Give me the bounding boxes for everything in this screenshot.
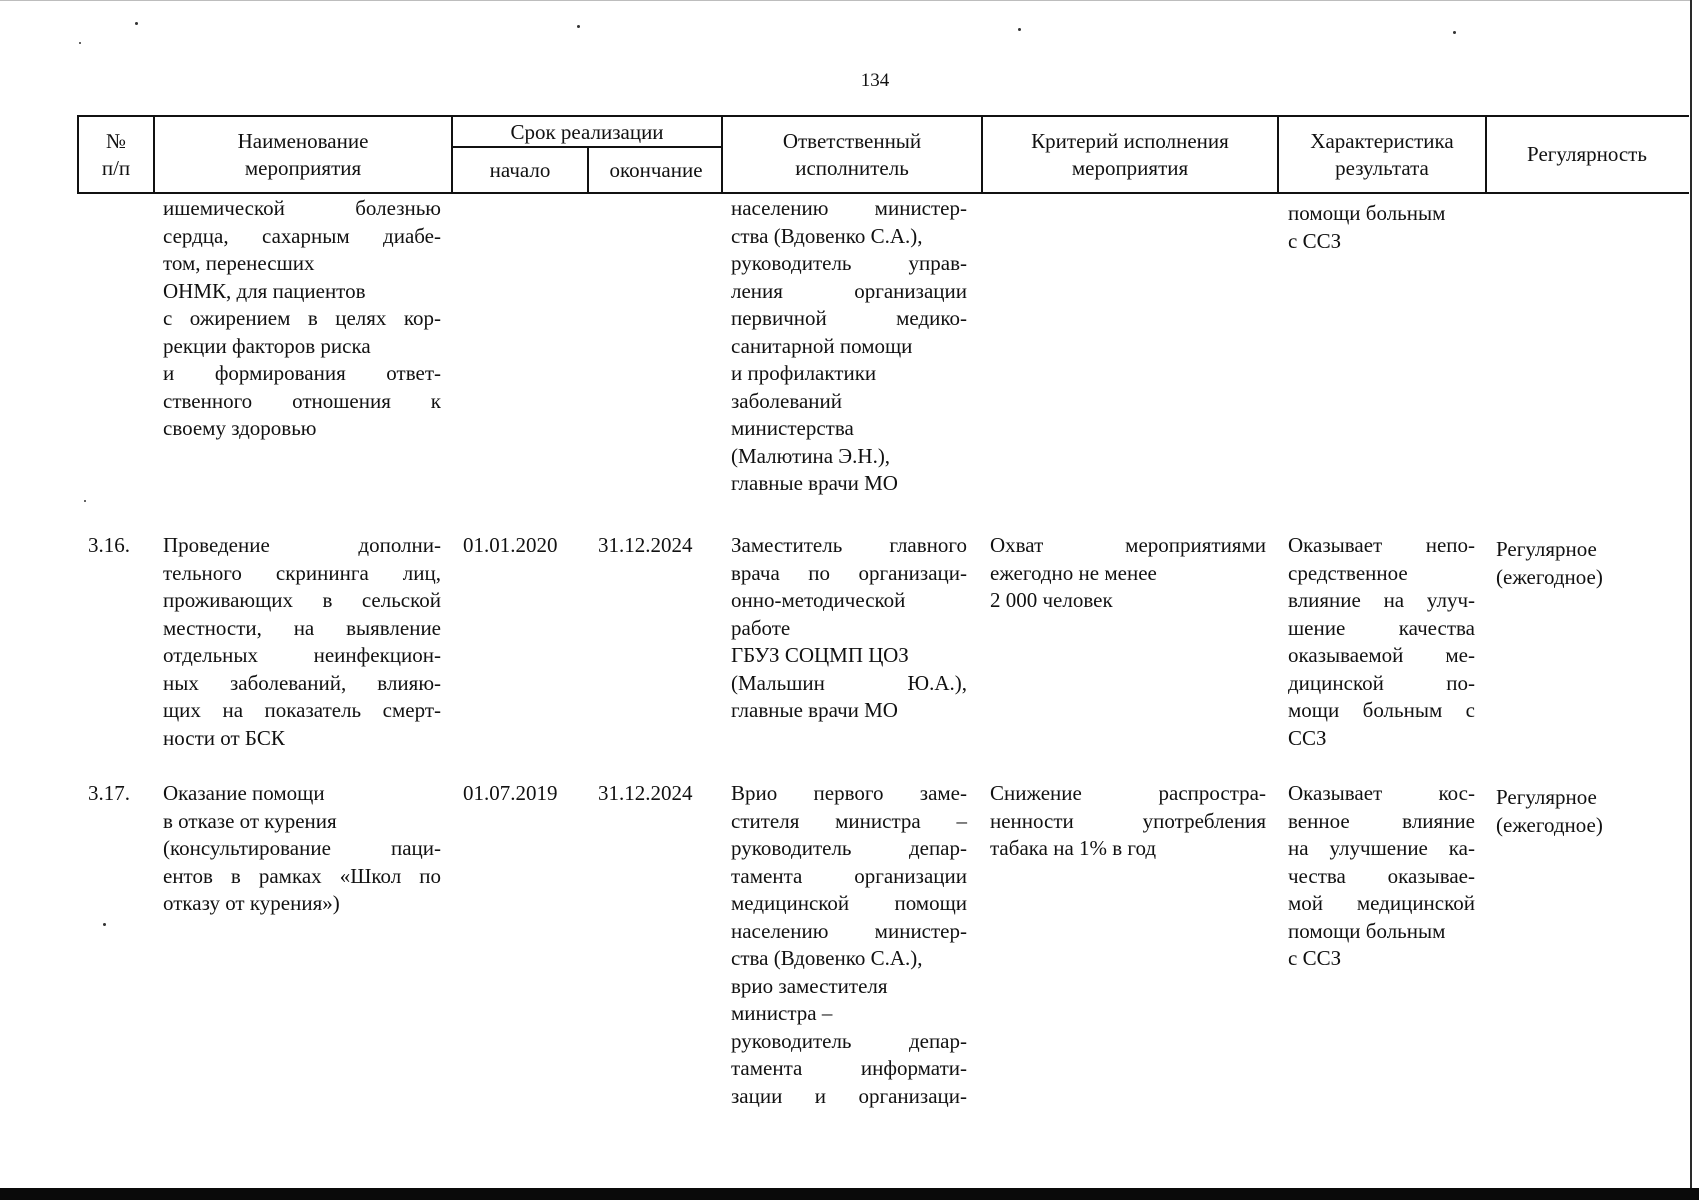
text-line: онно-методической bbox=[731, 588, 906, 612]
text-line: мощи больным с bbox=[1288, 698, 1475, 722]
text-line: том, перенесших bbox=[163, 251, 315, 275]
row-2-end: 31.12.2024 bbox=[598, 781, 693, 805]
row-1-regularity bbox=[1496, 536, 1676, 591]
scan-speck bbox=[103, 923, 106, 926]
text-line: врио заместителя bbox=[731, 973, 888, 998]
text-line: Врио первого заме- bbox=[731, 781, 967, 805]
text-line: ненности употребления bbox=[990, 808, 1266, 833]
text-line: 2 000 человек bbox=[990, 588, 1113, 612]
text-line: Оказание помощи bbox=[163, 781, 325, 805]
text-line: ных заболеваний, влияю- bbox=[163, 670, 441, 695]
text-line: ОНМК, для пациентов bbox=[163, 278, 366, 303]
text-line: отказу от курения») bbox=[163, 891, 340, 915]
page-number: 134 bbox=[860, 70, 890, 91]
header-regularity-label: Регулярность bbox=[1527, 142, 1647, 166]
text-line: населению министер- bbox=[731, 918, 967, 943]
text-line: первичной медико- bbox=[731, 306, 967, 330]
text-line: средственное bbox=[1288, 560, 1408, 585]
header-end: окончание bbox=[609, 157, 703, 182]
header-name-label: Наименование мероприятия bbox=[237, 128, 369, 180]
text-line: работе bbox=[731, 615, 791, 640]
text-line: руководитель депар- bbox=[731, 1028, 967, 1053]
header-number-label: № п/п bbox=[101, 128, 131, 180]
row-2-regularity bbox=[1496, 784, 1676, 839]
text-line: руководитель депар- bbox=[731, 836, 967, 860]
text-line: ности от БСК bbox=[163, 725, 285, 750]
text-line: заболеваний bbox=[731, 388, 842, 413]
text-line: (ежегодное) bbox=[1496, 812, 1603, 837]
text-line: отдельных неинфекцион- bbox=[163, 643, 441, 667]
text-line: своему здоровью bbox=[163, 416, 317, 440]
text-line: (ежегодное) bbox=[1496, 564, 1603, 589]
row-1-responsible bbox=[731, 532, 967, 725]
text-line: щих на показатель смерт- bbox=[163, 698, 441, 722]
text-line: министерства bbox=[731, 416, 854, 440]
header-regularity bbox=[1487, 117, 1687, 192]
text-line: Охват мероприятиями bbox=[990, 533, 1266, 557]
text-line: ления организации bbox=[731, 278, 967, 303]
text-line: ентов в рамках «Школ по bbox=[163, 863, 441, 888]
text-line: с ССЗ bbox=[1288, 946, 1342, 970]
header-name bbox=[155, 117, 453, 192]
text-line: ГБУЗ СОЦМП ЦОЗ bbox=[731, 643, 909, 667]
row-1-criterion bbox=[990, 532, 1266, 615]
text-line: Снижение распростра- bbox=[990, 781, 1266, 805]
header-result bbox=[1279, 117, 1487, 192]
text-line: сердца, сахарным диабе- bbox=[163, 223, 441, 248]
scan-speck bbox=[84, 500, 86, 502]
header-criterion-label: Критерий исполнения мероприятия bbox=[1031, 128, 1229, 180]
scan-speck bbox=[79, 42, 81, 44]
scan-speck bbox=[135, 22, 138, 25]
text-line: ства (Вдовенко С.А.), bbox=[731, 223, 923, 248]
text-line: с ожирением в целях кор- bbox=[163, 306, 441, 330]
text-line: оказываемой ме- bbox=[1288, 643, 1475, 667]
text-line: ишемической болезнью bbox=[163, 196, 441, 220]
text-line: Заместитель главного bbox=[731, 533, 967, 557]
text-line: главные врачи МО bbox=[731, 471, 898, 495]
text-line: тамента информати- bbox=[731, 1056, 967, 1080]
row-2-criterion bbox=[990, 780, 1266, 863]
table-header bbox=[77, 115, 1689, 194]
text-line: помощи больным bbox=[1288, 918, 1446, 943]
text-line: ССЗ bbox=[1288, 725, 1327, 750]
row-2-name bbox=[163, 780, 441, 918]
text-line: дицинской по- bbox=[1288, 670, 1475, 695]
text-line: тельного скрининга лиц, bbox=[163, 560, 441, 585]
text-line: чества оказывае- bbox=[1288, 863, 1475, 888]
scan-speck bbox=[1453, 31, 1456, 34]
row-1-start: 01.01.2020 bbox=[463, 533, 558, 557]
scan-speck bbox=[577, 25, 580, 28]
text-line: Регулярное bbox=[1496, 537, 1597, 561]
text-line: мой медицинской bbox=[1288, 891, 1475, 915]
text-line: Оказывает кос- bbox=[1288, 781, 1475, 805]
text-line: местности, на выявление bbox=[163, 615, 441, 640]
header-period-label: Срок реализации bbox=[510, 120, 664, 144]
text-line: ежегодно не менее bbox=[990, 560, 1157, 585]
row-1-end: 31.12.2024 bbox=[598, 533, 693, 557]
header-criterion bbox=[983, 117, 1279, 192]
text-line: главные врачи МО bbox=[731, 698, 898, 722]
header-start: начало bbox=[489, 157, 551, 182]
text-line: Оказывает непо- bbox=[1288, 533, 1475, 557]
text-line: населению министер- bbox=[731, 196, 967, 220]
text-line: санитарной помощи bbox=[731, 333, 913, 358]
row-1-result bbox=[1288, 532, 1475, 752]
text-line: (Мальшин Ю.А.), bbox=[731, 670, 967, 695]
scan-edge-bottom bbox=[0, 1188, 1699, 1200]
text-line: министра – bbox=[731, 1001, 833, 1025]
text-line: ства (Вдовенко С.А.), bbox=[731, 946, 923, 970]
row-0-name bbox=[163, 195, 441, 443]
text-line: в отказе от курения bbox=[163, 808, 337, 833]
text-line: шение качества bbox=[1288, 615, 1475, 640]
text-line: тамента организации bbox=[731, 863, 967, 888]
text-line: врача по организаци- bbox=[731, 560, 967, 585]
row-1-number: 3.16. bbox=[88, 533, 130, 557]
text-line: руководитель управ- bbox=[731, 251, 967, 275]
header-number bbox=[79, 117, 155, 192]
text-line: Регулярное bbox=[1496, 785, 1597, 809]
text-line: табака на 1% в год bbox=[990, 836, 1157, 860]
header-responsible-label: Ответственный исполнитель bbox=[782, 128, 922, 180]
text-line: венное влияние bbox=[1288, 808, 1475, 833]
scan-edge-top bbox=[0, 0, 1692, 1]
row-0-responsible bbox=[731, 195, 967, 498]
text-line: Проведение дополни- bbox=[163, 533, 441, 557]
row-0-result bbox=[1288, 200, 1478, 255]
text-line: с ССЗ bbox=[1288, 228, 1342, 253]
row-1-name bbox=[163, 532, 441, 752]
scan-speck bbox=[1018, 28, 1021, 31]
text-line: медицинской помощи bbox=[731, 891, 967, 915]
text-line: (консультирование паци- bbox=[163, 836, 441, 860]
row-2-start: 01.07.2019 bbox=[463, 781, 558, 805]
text-line: ственного отношения к bbox=[163, 388, 441, 413]
text-line: и профилактики bbox=[731, 361, 877, 385]
text-line: влияние на улуч- bbox=[1288, 588, 1475, 612]
row-2-result bbox=[1288, 780, 1475, 973]
text-line: и формирования ответ- bbox=[163, 361, 441, 385]
text-line: (Малютина Э.Н.), bbox=[731, 443, 891, 468]
text-line: стителя министра – bbox=[731, 808, 967, 833]
header-result-label: Характеристика результата bbox=[1310, 128, 1454, 180]
text-line: рекции факторов риска bbox=[163, 333, 371, 358]
text-line: проживающих в сельской bbox=[163, 588, 441, 612]
scan-edge-right bbox=[1690, 0, 1692, 1192]
row-2-number: 3.17. bbox=[88, 781, 130, 805]
text-line: помощи больным bbox=[1288, 201, 1446, 225]
text-line: на улучшение ка- bbox=[1288, 836, 1475, 860]
text-line: зации и организаци- bbox=[731, 1083, 967, 1108]
row-2-responsible bbox=[731, 780, 967, 1110]
header-responsible bbox=[723, 117, 983, 192]
